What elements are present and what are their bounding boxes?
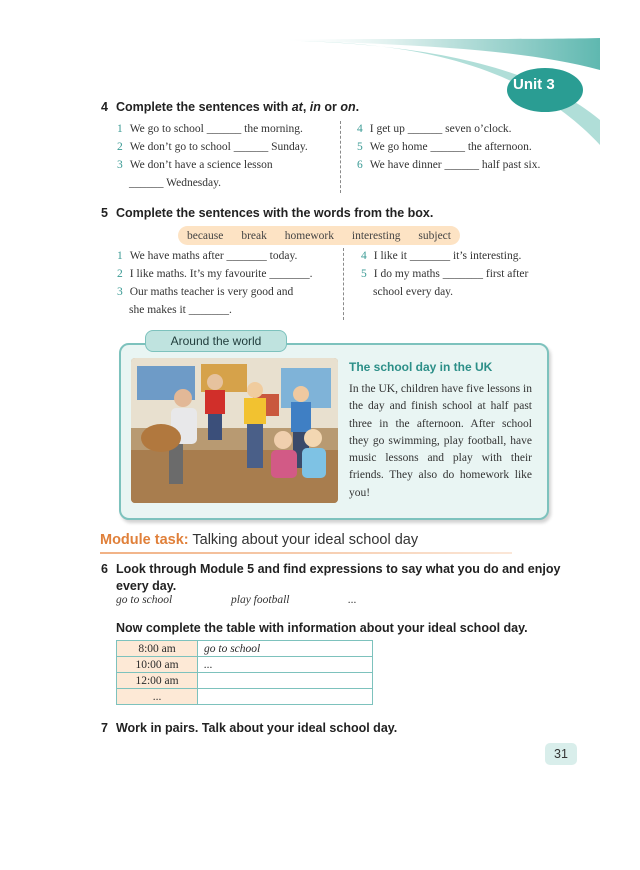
- time-cell: 8:00 am: [117, 641, 198, 657]
- task4-item: 4 I get up ______ seven o’clock.: [357, 123, 512, 135]
- task7-number: 7: [101, 721, 108, 735]
- word-box-item: subject: [418, 229, 451, 242]
- task6-heading: [101, 561, 560, 595]
- task4-item: 6 We have dinner ______ half past six.: [357, 159, 541, 171]
- word-box: [178, 226, 460, 245]
- task5-left-list: [117, 247, 312, 319]
- task5-heading: [101, 206, 433, 220]
- task4-item: 1 We go to school ______ the morning.: [117, 123, 303, 135]
- word-box-item: because: [186, 229, 224, 242]
- task5-divider: [343, 248, 344, 320]
- task7-heading-text: Work in pairs. Talk about your ideal school day.: [115, 721, 398, 735]
- around-the-world-text: In the UK, children have five lessons in the day and finish school at half past three in the afternoon. After school they go swimming, play football, have music lessons and play with their friends. They also do homework like you!: [349, 383, 532, 499]
- around-the-world-tab: Around the world: [145, 330, 287, 352]
- task5-item: 5 I do my maths _______ first after: [361, 268, 529, 280]
- task5-item: 2 I like maths. It’s my favourite _______.: [117, 268, 313, 280]
- page-number: 31: [545, 743, 577, 765]
- table-row: [117, 689, 373, 705]
- task4-number: 4: [101, 100, 108, 114]
- table-row: [117, 673, 373, 689]
- task4-or: or: [320, 100, 341, 114]
- time-cell: 10:00 am: [117, 657, 198, 673]
- task7-heading: [101, 721, 397, 735]
- module-task-rule: [100, 552, 512, 554]
- task5-item: she makes it _______.: [129, 304, 232, 316]
- task4-item: 2 We don’t go to school ______ Sunday.: [117, 141, 308, 153]
- classroom-photo: [131, 358, 338, 503]
- task5-heading-text: Complete the sentences with the words from the box.: [115, 206, 434, 220]
- activity-cell: go to school: [198, 641, 373, 657]
- task4-left-list: [117, 120, 308, 192]
- task5-item: school every day.: [373, 286, 454, 298]
- task6-example: play football: [231, 594, 290, 606]
- task4-heading: [101, 100, 359, 114]
- activity-cell: [198, 673, 373, 689]
- time-cell: 12:00 am: [117, 673, 198, 689]
- table-row: [117, 657, 373, 673]
- task6-instruction: Now complete the table with information about your ideal school day.: [116, 621, 528, 635]
- task4-item: 5 We go home ______ the afternoon.: [357, 141, 532, 153]
- word-box-item: break: [241, 229, 267, 242]
- word-box-item: homework: [284, 229, 334, 242]
- ideal-day-table: [116, 640, 373, 705]
- time-cell: ...: [117, 689, 198, 705]
- task4-heading-text: Complete the sentences with: [115, 100, 292, 114]
- module-task-key: Module task:: [100, 532, 189, 548]
- around-the-world-title: The school day in the UK: [349, 360, 493, 374]
- module-task-heading: [100, 532, 418, 548]
- task5-item: 4 I like it _______ it’s interesting.: [361, 250, 522, 262]
- module-task-title: Talking about your ideal school day: [188, 532, 419, 548]
- task4-on: on: [340, 100, 356, 114]
- word-box-item: interesting: [351, 229, 401, 242]
- task5-item: 1 We have maths after _______ today.: [117, 250, 298, 262]
- task6-heading-line1: 6 Look through Module 5 and find expressions to say what you do and enjoy: [101, 562, 561, 576]
- task6-example: ...: [348, 594, 357, 606]
- task6-heading-line2: every day.: [116, 579, 177, 593]
- task4-divider: [340, 121, 341, 193]
- task4-item: ______ Wednesday.: [129, 177, 222, 189]
- task4-period: .: [355, 100, 360, 114]
- table-row: [117, 641, 373, 657]
- task6-example: go to school: [116, 594, 173, 606]
- task5-item: 3 Our maths teacher is very good and: [117, 286, 294, 298]
- task4-comma: ,: [302, 100, 310, 114]
- task5-number: 5: [101, 206, 108, 220]
- task4-item: 3 We don’t have a science lesson: [117, 159, 273, 171]
- activity-cell: [198, 689, 373, 705]
- activity-cell: ...: [198, 657, 373, 673]
- task4-in: in: [309, 100, 321, 114]
- task4-at: at: [291, 100, 303, 114]
- task5-right-list: [361, 247, 528, 301]
- unit-badge: Unit 3: [513, 76, 555, 93]
- task4-right-list: [357, 120, 540, 174]
